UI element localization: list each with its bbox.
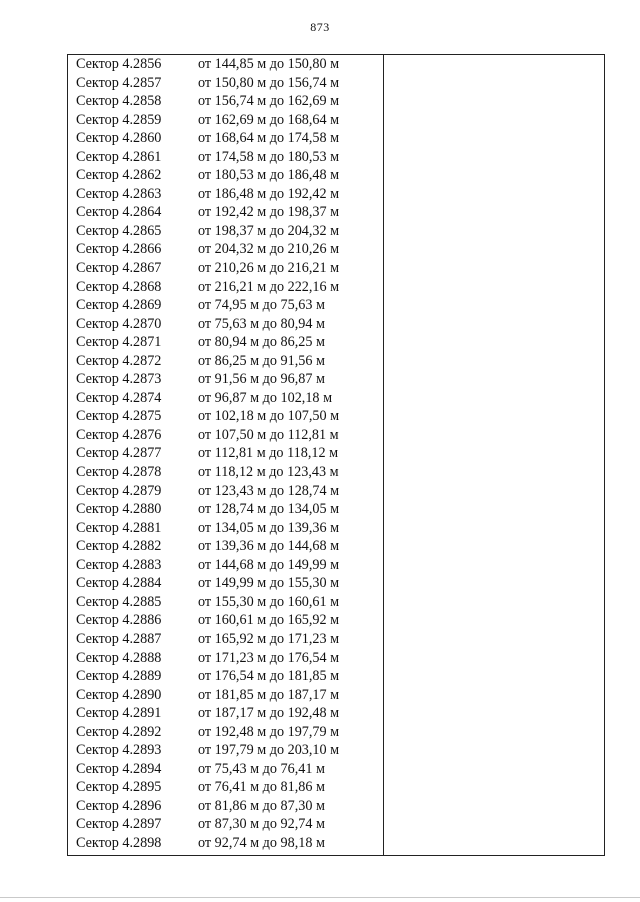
sector-name: Сектор 4.2861 [76,148,162,165]
table-row [67,500,383,519]
sector-name: Сектор 4.2890 [76,686,162,703]
table-row [67,778,383,797]
sector-name: Сектор 4.2865 [76,222,162,239]
table-row [67,111,383,130]
sector-range: от 198,37 м до 204,32 м [198,222,340,239]
sector-range: от 171,23 м до 176,54 м [198,649,340,666]
sector-name: Сектор 4.2862 [76,167,162,184]
sector-range: от 204,32 м до 210,26 м [198,241,340,258]
sector-range: от 123,43 м до 128,74 м [198,482,340,499]
sector-range: от 144,68 м до 149,99 м [198,556,340,573]
table-row [67,593,383,612]
table-row [67,630,383,649]
sector-name: Сектор 4.2879 [76,482,162,499]
sector-name: Сектор 4.2877 [76,445,162,462]
sector-name: Сектор 4.2883 [76,556,162,573]
sector-range: от 186,48 м до 192,42 м [198,185,340,202]
sector-range: от 181,85 м до 187,17 м [198,686,340,703]
sector-range: от 160,61 м до 165,92 м [198,612,340,629]
sector-name: Сектор 4.2870 [76,315,162,332]
table-row [67,519,383,538]
sector-name: Сектор 4.2896 [76,797,162,814]
table-row [67,815,383,834]
table-row [67,667,383,686]
sector-name: Сектор 4.2873 [76,371,162,388]
table-row [67,723,383,742]
sector-range: от 176,54 м до 181,85 м [198,668,340,685]
table-row [67,166,383,185]
sector-name: Сектор 4.2859 [76,111,162,128]
sector-range: от 168,64 м до 174,58 м [198,130,340,147]
sector-name: Сектор 4.2889 [76,668,162,685]
table-row [67,686,383,705]
sector-range: от 174,58 м до 180,53 м [198,148,340,165]
sector-range: от 139,36 м до 144,68 м [198,538,340,555]
sector-name: Сектор 4.2866 [76,241,162,258]
sector-name: Сектор 4.2875 [76,408,162,425]
table-row [67,55,383,74]
table-row [67,649,383,668]
sector-name: Сектор 4.2892 [76,723,162,740]
sector-range: от 210,26 м до 216,21 м [198,260,340,277]
sector-range: от 180,53 м до 186,48 м [198,167,340,184]
sector-range: от 128,74 м до 134,05 м [198,501,340,518]
page-number: 873 [310,20,330,34]
table-row [67,407,383,426]
sector-range: от 80,94 м до 86,25 м [198,334,325,351]
sector-range: от 216,21 м до 222,16 м [198,278,340,295]
sector-name: Сектор 4.2882 [76,538,162,555]
sector-name: Сектор 4.2872 [76,352,162,369]
sector-name: Сектор 4.2856 [76,56,162,72]
sector-name: Сектор 4.2895 [76,779,162,796]
table-row [67,611,383,630]
sector-name: Сектор 4.2878 [76,464,162,481]
sector-range: от 75,63 м до 80,94 м [198,315,325,332]
sector-range: от 155,30 м до 160,61 м [198,593,340,610]
sector-range: от 102,18 м до 107,50 м [198,408,340,425]
table-row [67,463,383,482]
table-row [67,185,383,204]
sector-range: от 165,92 м до 171,23 м [198,630,340,647]
table-row [67,148,383,167]
sector-range: от 149,99 м до 155,30 м [198,575,340,592]
sector-name: Сектор 4.2858 [76,93,162,110]
sector-range: от 156,74 м до 162,69 м [198,93,340,110]
table-row [67,315,383,334]
sector-name: Сектор 4.2898 [76,834,162,851]
table-row [67,74,383,93]
table-row [67,537,383,556]
sector-range: от 187,17 м до 192,48 м [198,705,340,722]
sector-range: от 81,86 м до 87,30 м [198,797,325,814]
sector-name: Сектор 4.2857 [76,74,162,91]
sector-name: Сектор 4.2863 [76,185,162,202]
sector-range: от 134,05 м до 139,36 м [198,519,340,536]
sector-range: от 112,81 м до 118,12 м [198,445,339,462]
sector-range: от 96,87 м до 102,18 м [198,389,333,406]
table-row [67,704,383,723]
sector-name: Сектор 4.2893 [76,742,162,759]
table-row [67,760,383,779]
sector-range: от 86,25 м до 91,56 м [198,352,325,369]
sector-range: от 107,50 м до 112,81 м [198,426,339,443]
table-row [67,482,383,501]
sector-name: Сектор 4.2891 [76,705,162,722]
table-row [67,797,383,816]
table-row [67,240,383,259]
table-row [67,92,383,111]
sector-name: Сектор 4.2894 [76,760,162,777]
table-row [67,741,383,760]
sector-range: от 197,79 м до 203,10 м [198,742,340,759]
sector-name: Сектор 4.2887 [76,630,162,647]
table-row [67,426,383,445]
sector-name: Сектор 4.2867 [76,260,162,277]
table-row [67,370,383,389]
table-row [67,574,383,593]
table-row [67,352,383,371]
sector-range: от 192,42 м до 198,37 м [198,204,340,221]
table-row [67,389,383,408]
sector-name: Сектор 4.2880 [76,501,162,518]
table-row [67,444,383,463]
sector-name: Сектор 4.2874 [76,389,162,406]
sector-range: от 87,30 м до 92,74 м [198,816,325,833]
table-row [67,259,383,278]
sector-range: от 162,69 м до 168,64 м [198,111,340,128]
scan-edge-line [0,897,640,898]
table-row [67,556,383,575]
table-rows [67,55,383,853]
sector-name: Сектор 4.2886 [76,612,162,629]
sector-range: от 91,56 м до 96,87 м [198,371,325,388]
sector-name: Сектор 4.2884 [76,575,162,592]
table-row [67,203,383,222]
sector-range: от 144,85 м до 150,80 м [198,56,340,72]
sector-name: Сектор 4.2864 [76,204,162,221]
table-row [67,834,383,853]
table-row [67,333,383,352]
sector-name: Сектор 4.2860 [76,130,162,147]
sector-name: Сектор 4.2869 [76,297,162,314]
table-row [67,129,383,148]
table-row [67,296,383,315]
sector-name: Сектор 4.2871 [76,334,162,351]
sector-range: от 75,43 м до 76,41 м [198,760,325,777]
sector-range: от 192,48 м до 197,79 м [198,723,340,740]
sector-name: Сектор 4.2876 [76,426,162,443]
sector-range: от 76,41 м до 81,86 м [198,779,325,796]
sector-range: от 74,95 м до 75,63 м [198,297,325,314]
column-divider [383,54,384,856]
sector-name: Сектор 4.2888 [76,649,162,666]
sector-name: Сектор 4.2881 [76,519,162,536]
sector-range: от 92,74 м до 98,18 м [198,834,325,851]
sector-name: Сектор 4.2868 [76,278,162,295]
sector-name: Сектор 4.2885 [76,593,162,610]
sector-name: Сектор 4.2897 [76,816,162,833]
sector-range: от 150,80 м до 156,74 м [198,74,340,91]
table-row [67,278,383,297]
table-row [67,222,383,241]
sector-range: от 118,12 м до 123,43 м [198,464,339,481]
